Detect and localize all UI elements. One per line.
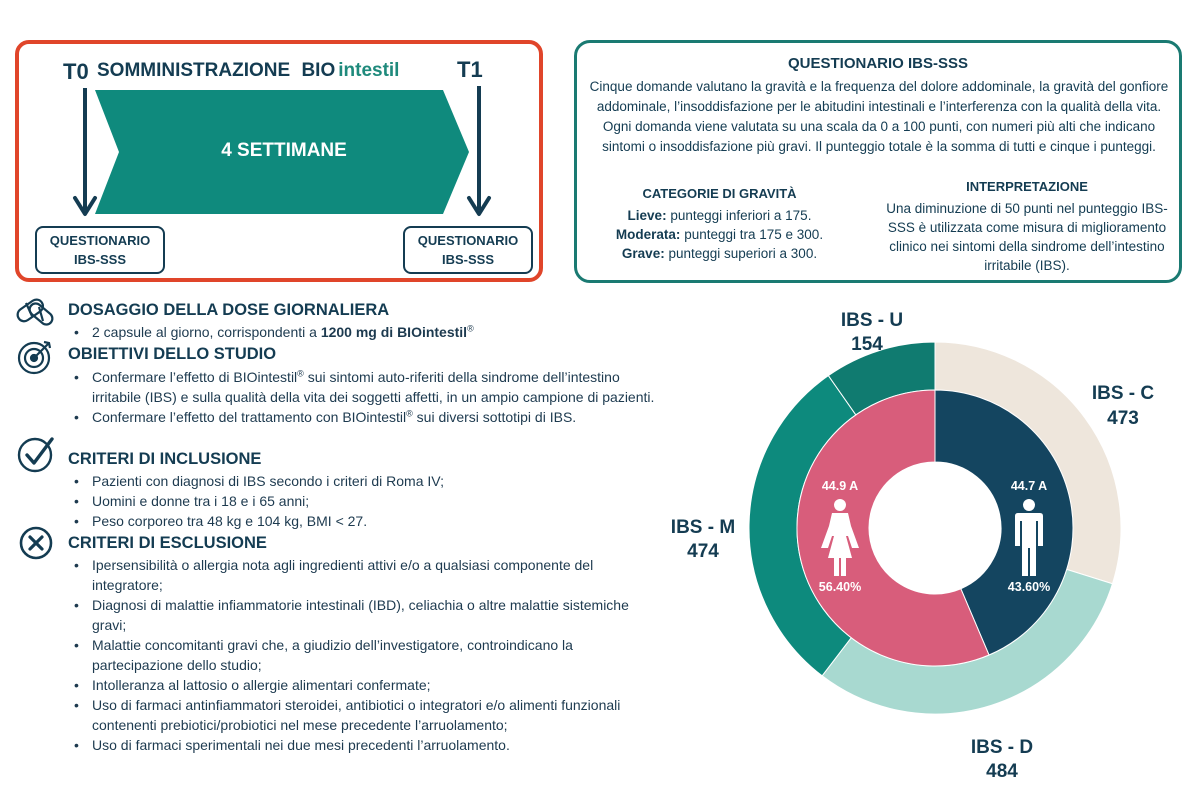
list-item: • Confermare l’effetto di BIOintestil® sui sintomi auto-riferiti della sindrome dell’intestino irritabile (IBS) e sulla qualità della vita dei soggetti affetti, in un ampio campione di pazienti. — [74, 367, 664, 407]
label-men-age: 44.7 A — [1010, 479, 1048, 493]
t0-label: T0 — [63, 59, 89, 84]
severity-mild: Lieve: punteggi inferiori a 175. — [627, 208, 812, 223]
ibs-subtype-donut-chart — [660, 290, 1200, 795]
objectives-list — [74, 367, 664, 427]
inclusion-title: CRITERI DI INCLUSIONE — [68, 450, 262, 468]
exclusion-list — [74, 555, 664, 755]
list-item: • Confermare l’effetto del trattamento con BIOintestil® sui diversi sottotipi di IBS. — [74, 407, 664, 427]
label-ibs-c-name: IBS - C — [1091, 383, 1155, 404]
x-circle-icon — [18, 525, 58, 565]
administration-title — [97, 60, 399, 82]
questionnaire-t1-line2: IBS-SSS — [441, 252, 494, 267]
brand-intestil-text: intestil — [338, 60, 400, 81]
exclusion-title: CRITERI DI ESCLUSIONE — [68, 534, 267, 552]
list-item: • Peso corporeo tra 48 kg e 104 kg, BMI < 27. — [74, 511, 664, 531]
label-men-pct: 43.60% — [1007, 580, 1051, 594]
label-ibs-d-name: IBS - D — [970, 737, 1034, 758]
interpretation-title: INTERPRETAZIONE — [966, 179, 1088, 194]
list-item: • Ipersensibilità o allergia nota agli ingredienti attivi e/o a qualsiasi componente del integratore; — [74, 555, 664, 595]
brand-bio-text: BIO — [301, 60, 336, 81]
timeline-panel — [15, 40, 543, 282]
label-ibs-m-name: IBS - M — [670, 517, 736, 538]
label-ibs-d-value: 484 — [986, 761, 1018, 782]
objectives-title: OBIETTIVI DELLO STUDIO — [68, 345, 277, 363]
label-women-age: 44.9 A — [821, 479, 859, 493]
capsules-icon — [12, 290, 56, 330]
list-item: • Uomini e donne tra i 18 e i 65 anni; — [74, 491, 664, 511]
administration-label: SOMMINISTRAZIONE — [97, 60, 291, 81]
severity-moderate: Moderata: punteggi tra 175 e 300. — [615, 227, 824, 242]
severity-severe: Grave: punteggi superiori a 300. — [621, 246, 818, 261]
donut-hole — [869, 462, 1001, 594]
t1-label: T1 — [457, 57, 483, 82]
severity-categories-title: CATEGORIE DI GRAVITÀ — [642, 186, 797, 201]
questionnaire-t0-line1: QUESTIONARIO — [49, 233, 151, 248]
duration-label: 4 SETTIMANE — [221, 140, 347, 161]
label-women-pct: 56.40% — [818, 580, 862, 594]
interpretation-text: Una diminuzione di 50 punti nel punteggio IBS-SSS è utilizzata come misura di miglioramento clinico nei sintomi della sindrome dell’intestino irritabile (IBS). — [886, 201, 1168, 273]
questionnaire-t1-line1: QUESTIONARIO — [417, 233, 519, 248]
t0-down-arrow-icon — [75, 88, 95, 214]
questionnaire-t0-line2: IBS-SSS — [73, 252, 126, 267]
questionnaire-description: Cinque domande valutano la gravità e la frequenza del dolore addominale, la gravità del gonfiore addominale, l’insoddisfazione per le abitudini intestinali e l’interferenza con la qualità della vita. Ogni domanda viene valutata su una scala da 0 a 100 punti, con numeri più alti che indicano sintomi o insoddisfazione più gravi. Il punteggio totale è la somma di tutti e cinque i punteggi. — [589, 79, 1169, 154]
check-circle-icon — [16, 433, 58, 475]
list-item: • Uso di farmaci antinfiammatori steroidei, antibiotici o integratori e/o alimenti funzionali contenenti prebiotici/probiotici nel mese precedente l’arruolamento; — [74, 695, 664, 735]
questionnaire-t1-box — [403, 226, 533, 274]
questionnaire-t0-box — [35, 226, 165, 274]
label-ibs-c-value: 473 — [1107, 408, 1139, 429]
list-item: • Malattie concomitanti gravi che, a giudizio dell’investigatore, controindicano la partecipazione dello studio; — [74, 635, 664, 675]
t1-down-arrow-icon — [469, 86, 489, 214]
dosage-title: DOSAGGIO DELLA DOSE GIORNALIERA — [68, 301, 390, 319]
target-icon — [16, 337, 56, 377]
dosage-list — [74, 322, 664, 342]
label-ibs-u-value: 154 — [851, 334, 883, 355]
list-item: • 2 capsule al giorno, corrispondenti a 1200 mg di BIOintestil® — [74, 322, 664, 342]
label-ibs-u-name: IBS - U — [840, 310, 904, 331]
list-item: • Uso di farmaci sperimentali nei due mesi precedenti l’arruolamento. — [74, 735, 664, 755]
brand-logo — [301, 60, 399, 81]
list-item: • Intolleranza al lattosio o allergie alimentari confermate; — [74, 675, 664, 695]
questionnaire-panel — [574, 40, 1182, 283]
list-item: • Diagnosi di malattie infiammatorie intestinali (IBD), celiachia o altre malattie sistemiche gravi; — [74, 595, 664, 635]
inclusion-list — [74, 471, 664, 531]
list-item: • Pazienti con diagnosi di IBS secondo i criteri di Roma IV; — [74, 471, 664, 491]
questionnaire-title: QUESTIONARIO IBS-SSS — [787, 55, 969, 72]
label-ibs-m-value: 474 — [687, 541, 719, 562]
